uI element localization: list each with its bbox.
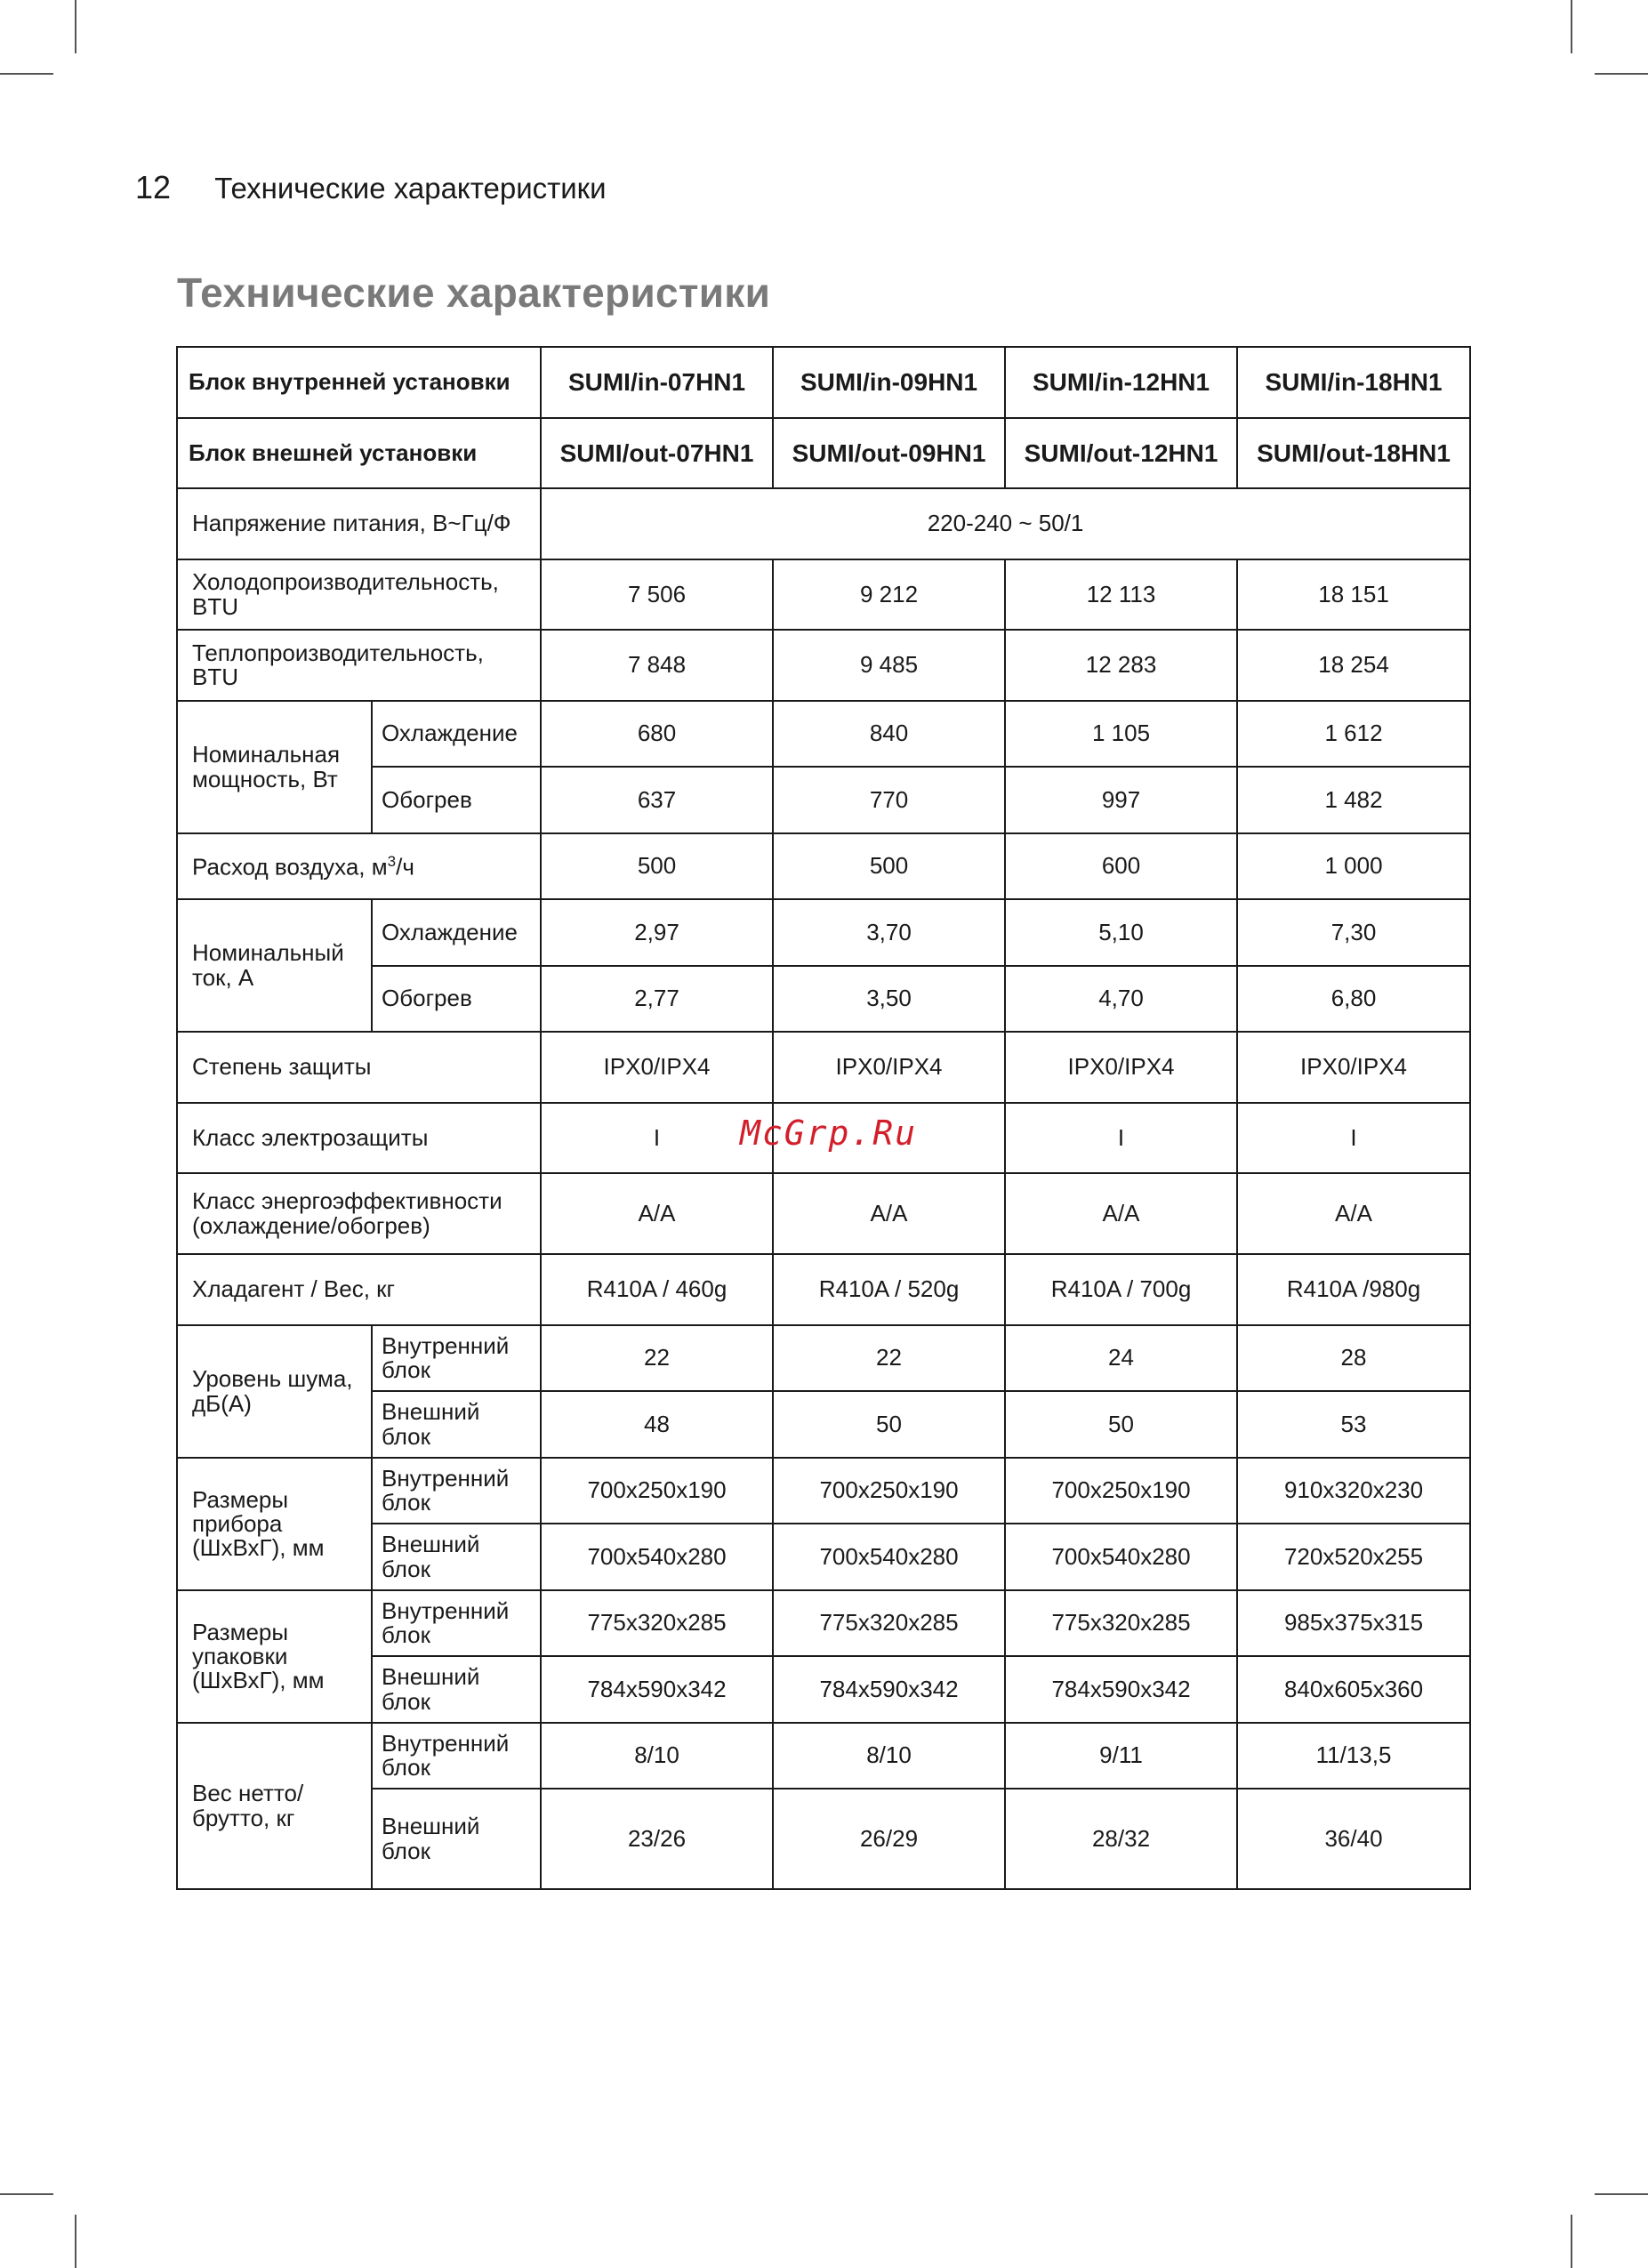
value-cell: 53 [1237,1391,1470,1458]
row-label: Номинальный ток, А [177,899,372,1032]
outdoor-unit-label: Блок внешней установки [177,418,541,488]
row-label: Уровень шума, дБ(А) [177,1325,372,1458]
table-row-weight-indoor [177,1723,1470,1789]
model-cell: SUMI/out-18HN1 [1237,418,1470,488]
value-cell: 700x540x280 [773,1524,1005,1590]
value-cell: 11/13,5 [1237,1723,1470,1789]
model-cell: SUMI/out-12HN1 [1005,418,1237,488]
value-cell: A/A [541,1173,773,1254]
value-cell: 50 [773,1391,1005,1458]
table-row-noise-outdoor [177,1391,1470,1458]
value-cell: 28 [1237,1325,1470,1391]
value-cell: IPX0/IPX4 [1005,1032,1237,1103]
value-cell: I [541,1103,773,1173]
value-cell: 1 000 [1237,833,1470,899]
value-cell: 700x250x190 [1005,1458,1237,1524]
table-row-refrigerant [177,1254,1470,1325]
value-cell: 997 [1005,767,1237,833]
row-label: Размеры прибора (ШхВхГ), мм [177,1458,372,1590]
row-label: Размеры упаковки (ШхВхГ), мм [177,1590,372,1723]
table-row-outdoor-model [177,418,1470,488]
row-label: Хладагент / Вес, кг [177,1254,541,1325]
sub-label: Внешний блок [372,1391,541,1458]
table-row-weight-outdoor [177,1789,1470,1889]
sub-label: Обогрев [372,966,541,1032]
value-cell: 775x320x285 [773,1590,1005,1656]
crop-mark [75,0,76,53]
value-cell: 24 [1005,1325,1237,1391]
sub-label: Охлаждение [372,701,541,767]
sub-label: Внешний блок [372,1656,541,1723]
value-cell: 680 [541,701,773,767]
table-row-air-flow [177,833,1470,899]
sub-label: Внутренний блок [372,1458,541,1524]
sub-label: Внешний блок [372,1524,541,1590]
table-row-voltage [177,488,1470,559]
value-cell: IPX0/IPX4 [541,1032,773,1103]
sub-label: Обогрев [372,767,541,833]
value-cell: IPX0/IPX4 [1237,1032,1470,1103]
value-cell: 9/11 [1005,1723,1237,1789]
value-cell: 7 848 [541,630,773,701]
row-label: Степень защиты [177,1032,541,1103]
table-row-cooling-capacity [177,559,1470,630]
value-cell: R410A /980g [1237,1254,1470,1325]
row-label: Напряжение питания, В~Гц/Ф [177,488,541,559]
value-cell: 1 482 [1237,767,1470,833]
table-row-indoor-model [177,347,1470,418]
value-cell: 1 105 [1005,701,1237,767]
value-cell: I [1237,1103,1470,1173]
value-cell: 700x540x280 [541,1524,773,1590]
table-row-protection [177,1032,1470,1103]
page-number: 12 [135,169,172,205]
value-cell: 3,70 [773,899,1005,966]
table-row-device-size-indoor [177,1458,1470,1524]
table-row-current-cooling [177,899,1470,966]
row-label: Номинальная мощность, Вт [177,701,372,833]
superscript: 3 [387,852,397,870]
voltage-value: 220-240 ~ 50/1 [541,488,1470,559]
value-cell: 784x590x342 [1005,1656,1237,1723]
crop-mark [1595,73,1648,75]
sub-label: Внутренний блок [372,1723,541,1789]
table-row-device-size-outdoor [177,1524,1470,1590]
value-cell: 22 [541,1325,773,1391]
value-cell: 600 [1005,833,1237,899]
value-cell: 7,30 [1237,899,1470,966]
table-row-noise-indoor [177,1325,1470,1391]
value-cell: A/A [1005,1173,1237,1254]
value-cell: R410A / 460g [541,1254,773,1325]
running-header [135,169,607,206]
row-label [177,833,541,899]
value-cell: 36/40 [1237,1789,1470,1889]
value-cell: 28/32 [1005,1789,1237,1889]
value-cell: IPX0/IPX4 [773,1032,1005,1103]
crop-mark [0,73,53,75]
sub-label: Внешний блок [372,1789,541,1889]
model-cell: SUMI/in-12HN1 [1005,347,1237,418]
value-cell: 700x250x190 [541,1458,773,1524]
page-title: Технические характеристики [177,269,771,316]
value-cell: 784x590x342 [541,1656,773,1723]
value-cell: 8/10 [541,1723,773,1789]
table-row-package-size-outdoor [177,1656,1470,1723]
table-row-package-size-indoor [177,1590,1470,1656]
table-row-current-heating [177,966,1470,1032]
value-cell: 4,70 [1005,966,1237,1032]
model-cell: SUMI/in-18HN1 [1237,347,1470,418]
sub-label: Внутренний блок [372,1590,541,1656]
value-cell: 22 [773,1325,1005,1391]
model-cell: SUMI/out-09HN1 [773,418,1005,488]
value-cell: 50 [1005,1391,1237,1458]
value-cell: 770 [773,767,1005,833]
value-cell: A/A [773,1173,1005,1254]
value-cell: 18 151 [1237,559,1470,630]
value-cell: 840x605x360 [1237,1656,1470,1723]
value-cell: 700x250x190 [773,1458,1005,1524]
crop-mark [75,2215,76,2268]
value-cell: 720x520x255 [1237,1524,1470,1590]
value-cell: 775x320x285 [541,1590,773,1656]
value-cell: R410A / 520g [773,1254,1005,1325]
crop-mark [1571,2215,1572,2268]
table-row-power-cooling [177,701,1470,767]
row-label: Вес нетто/ брутто, кг [177,1723,372,1889]
value-cell: 23/26 [541,1789,773,1889]
value-cell: 637 [541,767,773,833]
air-flow-unit: /ч [396,853,414,881]
table-row-energy-class [177,1173,1470,1254]
value-cell: 8/10 [773,1723,1005,1789]
model-cell: SUMI/in-07HN1 [541,347,773,418]
watermark: McGrp.Ru [740,1114,918,1153]
sub-label: Охлаждение [372,899,541,966]
row-label: Теплопроизводительность, BTU [177,630,541,701]
value-cell: 12 113 [1005,559,1237,630]
value-cell: 700x540x280 [1005,1524,1237,1590]
air-flow-label: Расход воздуха, м [192,853,388,881]
table-row-heating-capacity [177,630,1470,701]
crop-mark [1595,2193,1648,2195]
value-cell: 26/29 [773,1789,1005,1889]
value-cell: 9 212 [773,559,1005,630]
value-cell: 18 254 [1237,630,1470,701]
running-header-title: Технические характеристики [214,172,607,205]
value-cell: 1 612 [1237,701,1470,767]
value-cell: A/A [1237,1173,1470,1254]
row-label: Класс энергоэффективности (охлаждение/обогрев) [177,1173,541,1254]
value-cell: 985x375x315 [1237,1590,1470,1656]
value-cell: 500 [541,833,773,899]
value-cell: 775x320x285 [1005,1590,1237,1656]
value-cell: 5,10 [1005,899,1237,966]
sub-label: Внутренний блок [372,1325,541,1391]
model-cell: SUMI/in-09HN1 [773,347,1005,418]
value-cell: 2,77 [541,966,773,1032]
value-cell: 2,97 [541,899,773,966]
value-cell: 48 [541,1391,773,1458]
value-cell: 500 [773,833,1005,899]
value-cell: 784x590x342 [773,1656,1005,1723]
crop-mark [0,2193,53,2195]
crop-mark [1571,0,1572,53]
value-cell: 7 506 [541,559,773,630]
value-cell: I [1005,1103,1237,1173]
value-cell: 12 283 [1005,630,1237,701]
value-cell: R410A / 700g [1005,1254,1237,1325]
row-label: Класс электрозащиты [177,1103,541,1173]
value-cell: 910x320x230 [1237,1458,1470,1524]
value-cell: 3,50 [773,966,1005,1032]
table-row-power-heating [177,767,1470,833]
value-cell: 840 [773,701,1005,767]
value-cell: 6,80 [1237,966,1470,1032]
model-cell: SUMI/out-07HN1 [541,418,773,488]
row-label: Холодопроизводительность, BTU [177,559,541,630]
value-cell: 9 485 [773,630,1005,701]
indoor-unit-label: Блок внутренней установки [177,347,541,418]
